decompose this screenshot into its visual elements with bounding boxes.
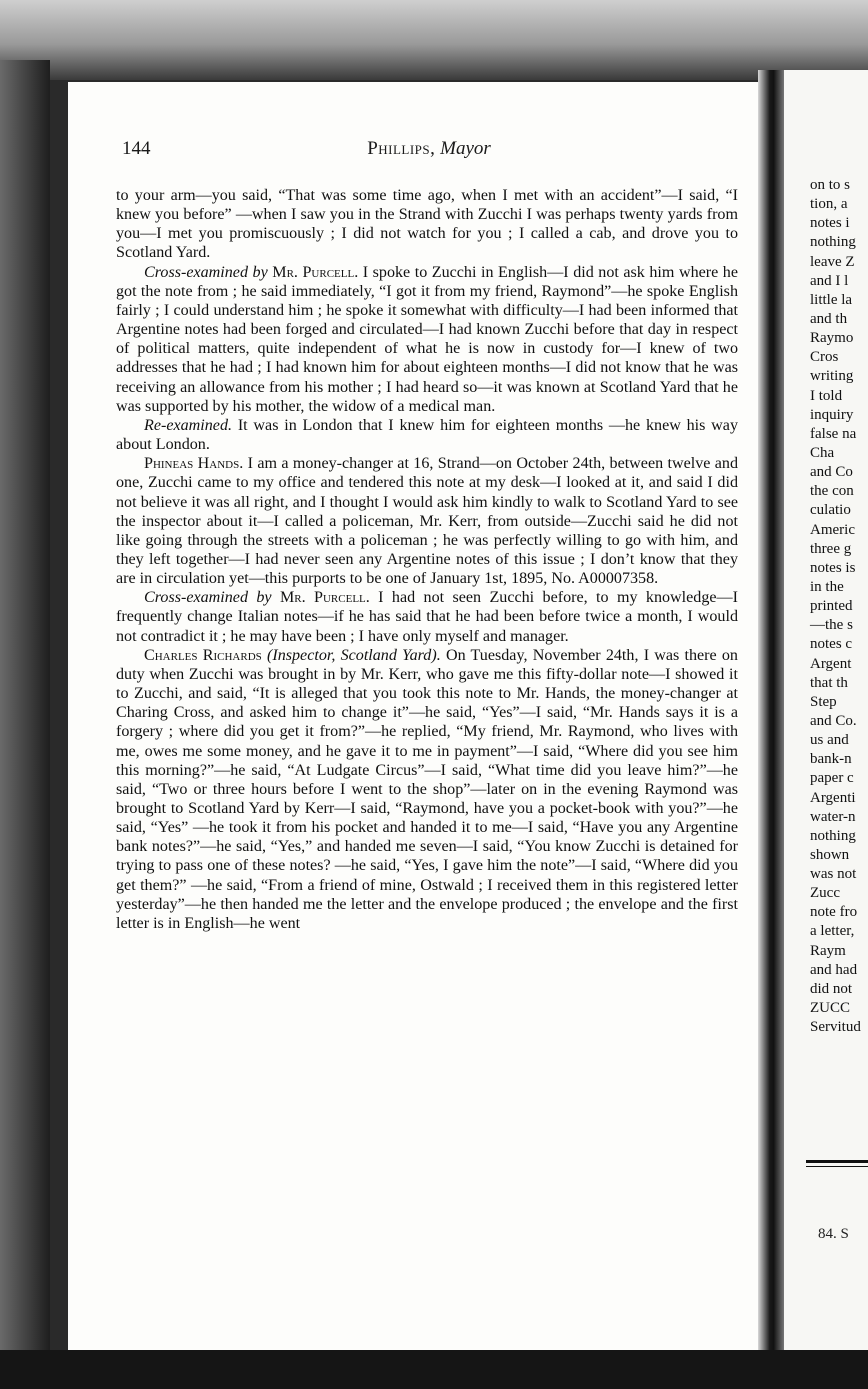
right-page-rule-thin <box>806 1166 868 1167</box>
paragraph-text: It was in London that I knew him for eighteen months —he knew his way about London. <box>116 416 738 454</box>
right-page-line: Servitud <box>810 1019 861 1036</box>
right-page-line: nothing <box>810 827 856 844</box>
right-page-line: and Co. <box>810 712 857 729</box>
right-page-line: Argenti <box>810 789 856 806</box>
right-page-line: tion, a <box>810 196 848 213</box>
right-page-line: notes c <box>810 636 853 653</box>
running-head-name: Phillips, <box>367 138 436 159</box>
right-page-line: bank-n <box>810 751 852 768</box>
body-text <box>116 186 738 933</box>
right-page-line: ZUCC <box>810 1000 851 1017</box>
right-page-line: note fro <box>810 904 858 921</box>
page-header <box>122 138 736 164</box>
right-page-line: —the s <box>810 617 853 634</box>
right-page-line: and I l <box>810 272 849 289</box>
right-page-line: and Co <box>810 464 853 481</box>
right-page-line: little la <box>810 291 853 308</box>
right-page-line: Argent <box>810 655 852 672</box>
right-page-line: Cha <box>810 444 835 461</box>
right-page-line: did not <box>810 980 853 997</box>
witness-name: Charles Richards <box>144 646 262 664</box>
right-page-line: a letter, <box>810 923 855 940</box>
right-page-line: and had <box>810 961 858 978</box>
paragraph-label: Cross-examined by <box>144 263 268 281</box>
right-page-rule <box>806 1160 868 1163</box>
paragraph-witness-richards <box>116 646 738 933</box>
counsel-name: Mr. Purcell. <box>279 589 370 607</box>
right-page-line: leave Z <box>810 253 855 270</box>
running-head <box>122 138 736 160</box>
right-page-line: shown <box>810 846 850 863</box>
right-page-line: writing <box>810 368 854 385</box>
book-binding <box>758 70 784 1370</box>
right-page-line: on to s <box>810 177 851 193</box>
right-page-line: was not <box>810 866 857 883</box>
right-page-line: culatio <box>810 502 851 519</box>
right-page-line: nothing <box>810 234 856 251</box>
page-number: 144 <box>122 138 151 159</box>
paragraph-text: to your arm—you said, “That was some time ago, when I met with an accident”—I said, “I knew you before” —when I saw you in the Strand with Zucchi I was perhaps twenty yards from you—I met you promiscuously ; I did not watch for you ; I called a cab, and drove you to Scotland Yard. <box>116 187 738 262</box>
paragraph-text: I spoke to Zucchi in English—I did not ask him where he got the note from ; he said immediately, “I got it from my friend, Raymond”—he spoke English fairly ; I could understand him ; he spoke it somewhat with difficulty—I had been informed that Argentine notes had been forged and circulated—I had known Zucchi before that day in respect of political matters, quite independent of what he is now in custody for—I knew of two addresses that he had ; I had known him for about eighteen months—I did not know that he was receiving an allowance from his mother ; I had heard so—it was known at Scotland Yard that he was supported by his mother, the widow of a medical man. <box>116 263 738 415</box>
right-page-line: us and <box>810 732 849 749</box>
counsel-name: Mr. Purcell. <box>272 263 359 281</box>
scan-top-edge <box>0 0 868 80</box>
right-page-line: notes is <box>810 559 856 576</box>
paragraph-text: On Tuesday, November 24th, I was there on duty when Zucchi was brought in by Mr. Kerr, who gave me this fifty-dollar note—I showed it to Zucchi, and said, “It is alleged that you took this note to Mr. Hands, the money-changer at Charing Cross, and asked him to change it”—he said, “Yes”—I said, “Mr. Hands says it is a forgery ; where did you get it from?”—he replied, “My friend, Mr. Raymond, who lives with me, owes me some money, and he gave it to me in payment”—I said, “Where did you see him this morning?”—he said, “At Ludgate Circus”—I said, “What time did you leave him?”—he said, “Two or three hours before I went to the shop”—later on in the evening Raymond was brought to Scotland Yard by Kerr—I said, “Raymond, have you a pocket-book with you?”—he said, “Yes” —he took it from his pocket and handed it to me—I said, “Have you any Argentine bank notes?”—he said, “Yes,” and handed me seven—I said, “You know Zucchi is detained for trying to pass one of these notes? —he said, “Yes, I gave him the note”—I said, “Where did you get them?” —he said, “From a friend of mine, Ostwald ; I received them in this registered letter yesterday”—he then handed me the letter and the envelope produced ; the envelope and the first letter is in English—he went <box>116 646 738 932</box>
witness-name: Phineas Hands. <box>144 455 244 473</box>
paragraph-text: I am a money-changer at 16, Strand—on October 24th, between twelve and one, Zucchi came to my office and tendered this note at my desk—I looked at it, and said I did not believe it was all right, and I thought I would ask him kindly to walk to Scotland Yard to see the inspector about it—I called a policeman, Mr. Kerr, from outside—Zucchi said he did not like going through the streets with a policeman ; he was perfectly willing to go with him, and they left together—I had never seen any Argentine notes of this issue ; I don’t know that they are in circulation yet—this purports to be one of January 1st, 1895, No. A00007358. <box>116 455 738 588</box>
paragraph-re-examination <box>116 416 738 454</box>
paragraph-text: I had not seen Zucchi before, to my knowledge—I frequently change Italian notes—if he has said that he had been before twice a month, I would not contradict it ; he may have been ; I have only myself and manager. <box>116 589 738 645</box>
right-page-line: Zucc <box>810 885 840 902</box>
right-page-line: printed <box>810 598 853 615</box>
right-page-line: paper c <box>810 770 854 787</box>
paragraph-cross-examination-1 <box>116 263 738 416</box>
right-page-line: that th <box>810 674 848 691</box>
right-page-line: in the <box>810 578 844 595</box>
right-page-line: Americ <box>810 521 855 538</box>
right-page-line: three g <box>810 540 852 557</box>
scan-left-edge <box>0 60 50 1389</box>
running-head-role: Mayor <box>440 138 491 159</box>
right-page-line: Raym <box>810 942 846 959</box>
right-page-text <box>810 176 868 1037</box>
right-page-line: I told <box>810 387 843 404</box>
right-page-line: the con <box>810 483 854 500</box>
paragraph-cross-examination-2 <box>116 588 738 645</box>
right-page-line: Cros <box>810 349 839 366</box>
right-page-line: and th <box>810 310 848 327</box>
right-page-line: false na <box>810 425 857 442</box>
witness-note: (Inspector, Scotland Yard). <box>266 646 441 664</box>
paragraph-continuation <box>116 186 738 263</box>
scan-bottom-edge <box>0 1350 868 1389</box>
right-page-line: notes i <box>810 215 850 232</box>
paragraph-label: Cross-examined by <box>144 589 272 607</box>
right-page-line: Step <box>810 693 837 710</box>
paragraph-witness-hands <box>116 454 738 588</box>
right-page-line: water-n <box>810 808 856 825</box>
right-page-line: Raymo <box>810 330 854 347</box>
right-page-footer: 84. S <box>818 1226 849 1242</box>
right-page-line: inquiry <box>810 406 854 423</box>
paragraph-label: Re-examined. <box>144 416 233 434</box>
